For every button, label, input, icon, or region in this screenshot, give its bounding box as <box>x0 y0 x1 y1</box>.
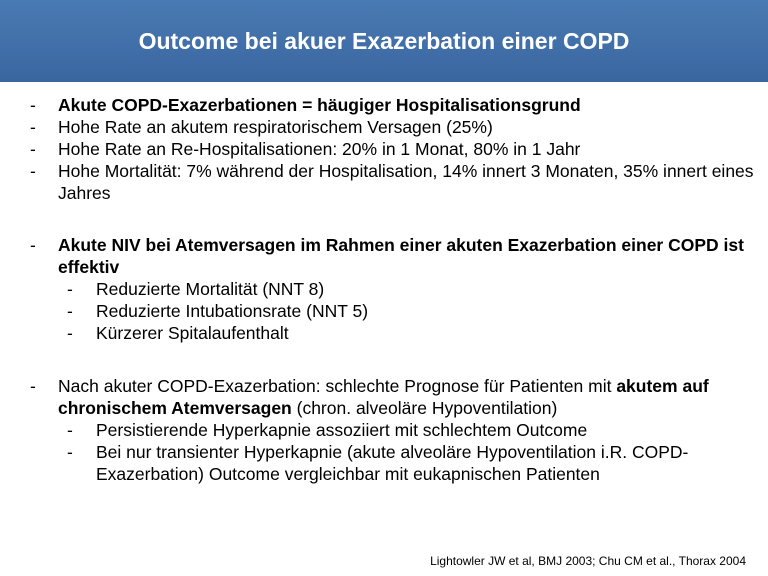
bullet-1-text: Akute COPD-Exazerbationen = häugiger Hospitalisationsgrund <box>58 95 581 115</box>
bullet-prognosis-text-3: (chron. alveoläre Hypoventilation) <box>291 398 558 418</box>
subbullet-intubation <box>0 300 768 322</box>
subbullet-mortality-text: Reduzierte Mortalität (NNT 8) <box>96 279 325 299</box>
bullet-prognosis-text-bold: akutem auf chronischem Atemversagen <box>58 376 709 418</box>
bullet-niv-text: Akute NIV bei Atemversagen im Rahmen einer akuten Exazerbation einer COPD ist effektiv <box>58 235 744 277</box>
bullet-dash: - <box>67 323 73 343</box>
bullet-4-text: Hohe Mortalität: 7% während der Hospitalisation, 14% innert 3 Monaten, 35% innert eines Jahres <box>58 161 754 203</box>
bullet-4 <box>0 160 768 204</box>
subbullet-stay <box>0 322 768 344</box>
bullet-dash: - <box>30 235 36 255</box>
bullet-dash: - <box>67 279 73 299</box>
spacer <box>0 344 768 375</box>
subbullet-persistent <box>0 419 768 441</box>
bullet-2 <box>0 116 768 138</box>
bullet-1 <box>0 94 768 116</box>
slide-title: Outcome bei akuer Exazerbation einer COPD <box>138 27 630 54</box>
bullet-dash: - <box>30 376 36 396</box>
bullet-dash: - <box>30 117 36 137</box>
subbullet-mortality <box>0 278 768 300</box>
bullet-dash: - <box>30 139 36 159</box>
bullet-2-text: Hohe Rate an akutem respiratorischem Versagen (25%) <box>58 117 493 137</box>
spacer <box>0 204 768 234</box>
bullet-dash: - <box>30 95 36 115</box>
bullet-dash: - <box>67 442 73 462</box>
bullet-dash: - <box>67 301 73 321</box>
slide-content <box>0 94 768 485</box>
bullet-prognosis <box>0 375 768 419</box>
bullet-dash: - <box>67 420 73 440</box>
subbullet-transient <box>0 441 768 485</box>
subbullet-intubation-text: Reduzierte Intubationsrate (NNT 5) <box>96 301 369 321</box>
citation: Lightowler JW et al, BMJ 2003; Chu CM et al., Thorax 2004 <box>430 554 746 568</box>
bullet-3 <box>0 138 768 160</box>
subbullet-transient-text: Bei nur transienter Hyperkapnie (akute alveoläre Hypoventilation i.R. COPD-Exazerbation) Outcome vergleichbar mit eukapnischen Patienten <box>96 442 689 484</box>
title-bar <box>0 0 768 82</box>
bullet-3-text: Hohe Rate an Re-Hospitalisationen: 20% in 1 Monat, 80% in 1 Jahr <box>58 139 581 159</box>
bullet-prognosis-text-1: Nach akuter COPD-Exazerbation: schlechte Prognose für Patienten mit <box>58 376 617 396</box>
subbullet-stay-text: Kürzerer Spitalaufenthalt <box>96 323 289 343</box>
subbullet-persistent-text: Persistierende Hyperkapnie assoziiert mit schlechtem Outcome <box>96 420 588 440</box>
bullet-dash: - <box>30 161 36 181</box>
bullet-niv <box>0 234 768 278</box>
